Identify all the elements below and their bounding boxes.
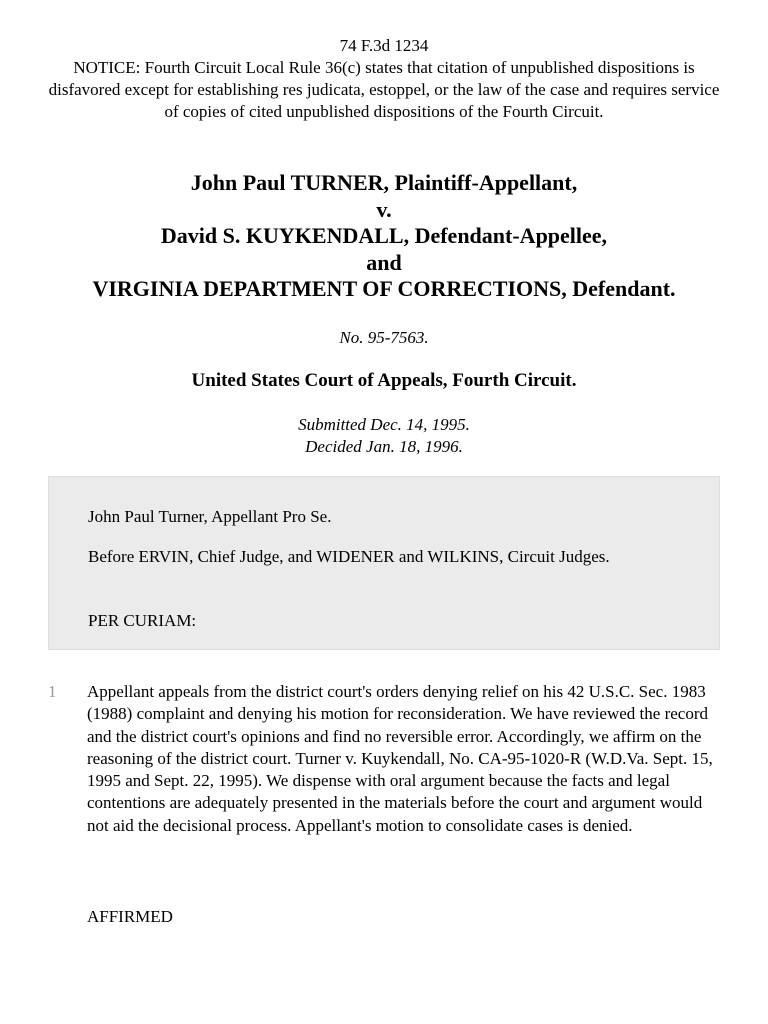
- decided-date: Decided Jan. 18, 1996.: [305, 437, 463, 456]
- unpublished-notice: NOTICE: Fourth Circuit Local Rule 36(c) states that citation of unpublished dispositions is disfavored except for establishing res judicata, estoppel, or the law of the case and requires service of copies of cited unpublished dispositions of the Fourth Circuit.: [48, 58, 720, 121]
- counsel-line: John Paul Turner, Appellant Pro Se.: [88, 507, 332, 526]
- conjunction-label: and: [366, 249, 402, 275]
- disposition: AFFIRMED: [87, 907, 173, 926]
- case-caption: [20, 170, 748, 303]
- court-name: United States Court of Appeals, Fourth Circuit.: [191, 370, 577, 391]
- appellant-name: John Paul TURNER, Plaintiff-Appellant,: [190, 170, 578, 195]
- opinion-paragraph: Appellant appeals from the district court's orders denying relief on his 42 U.S.C. Sec. 1983 (1988) complaint and denying his motion for reconsideration. We have reviewed the record and the district court's opinions and find no reversible error. Accordingly, we affirm on the reasoning of the district court. Turner v. Kuykendall, No. CA-95-1020-R (W.D.Va. Sept. 15, 1995 and Sept. 22, 1995). We dispense with oral argument because the facts and legal contentions are adequately presented in the materials before the court and argument would not aid the decisional process. Appellant's motion to consolidate cases is denied.: [87, 682, 713, 835]
- docket-number: No. 95-7563.: [339, 328, 429, 347]
- paragraph-number: 1: [48, 682, 57, 701]
- case-dates: [0, 414, 768, 458]
- judges-line: Before ERVIN, Chief Judge, and WIDENER and WILKINS, Circuit Judges.: [88, 547, 610, 566]
- citation: 74 F.3d 1234: [339, 36, 429, 55]
- appellee-name: David S. KUYKENDALL, Defendant-Appellee,: [160, 223, 608, 248]
- case-header: [40, 35, 728, 123]
- per-curiam-label: PER CURIAM:: [88, 611, 197, 630]
- case-info-panel: [48, 476, 720, 650]
- defendant-name: VIRGINIA DEPARTMENT OF CORRECTIONS, Defendant.: [92, 276, 676, 301]
- submitted-date: Submitted Dec. 14, 1995.: [298, 415, 470, 434]
- versus-label: v.: [376, 196, 392, 222]
